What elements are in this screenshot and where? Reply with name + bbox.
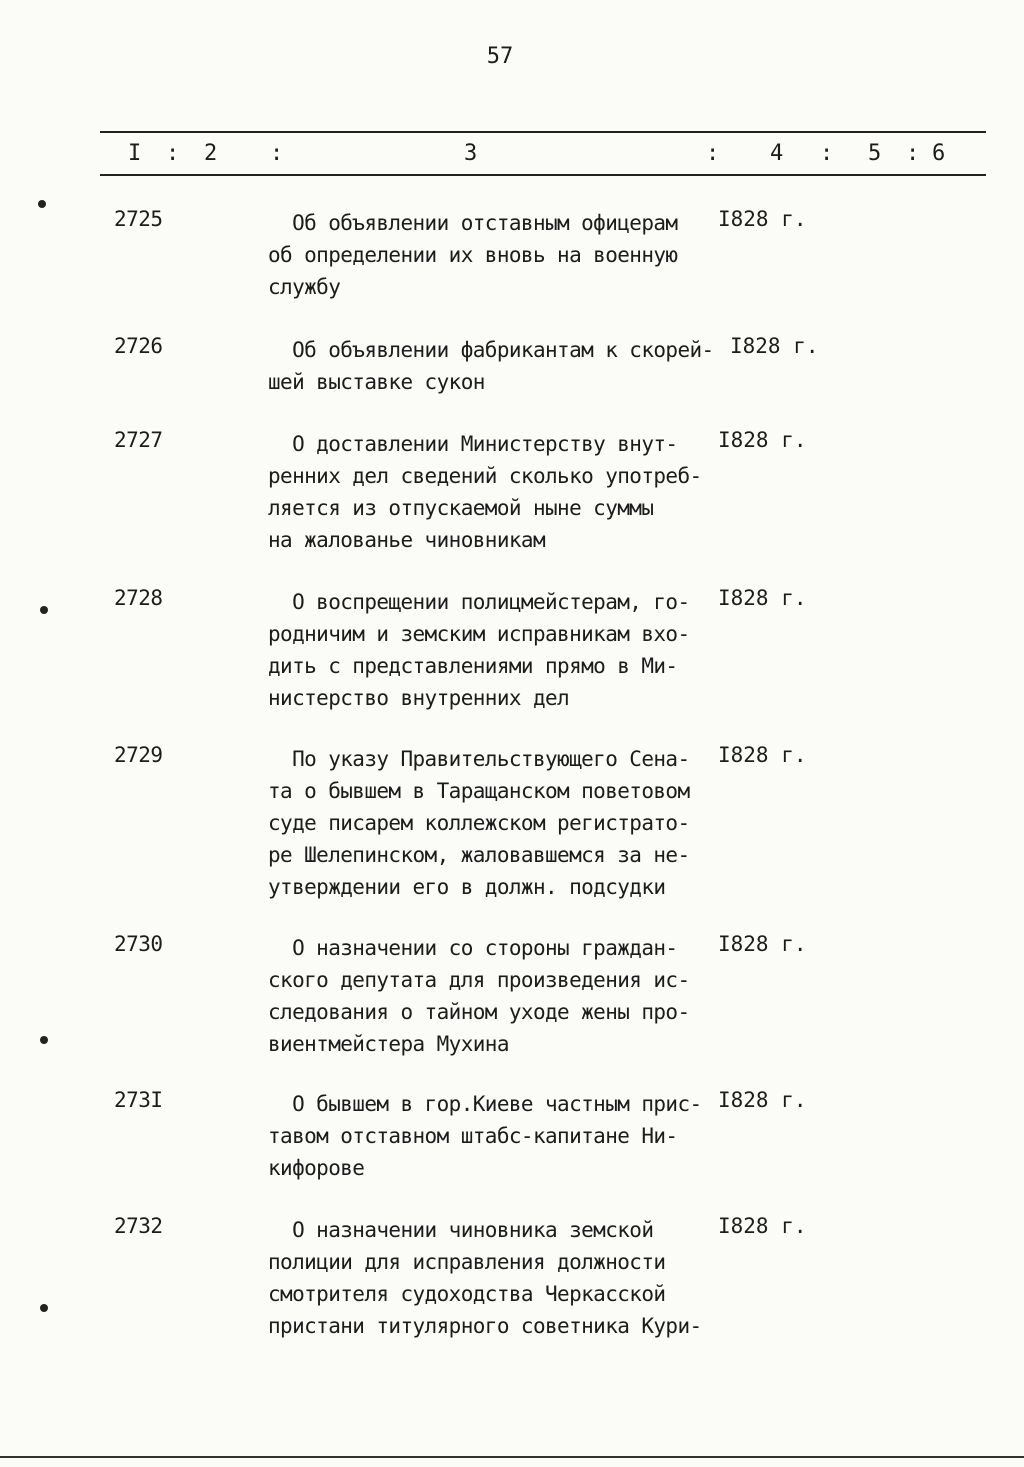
column-header-6: 6 <box>932 141 946 166</box>
column-separator: : <box>166 141 180 166</box>
binding-hole-mark <box>40 1036 48 1044</box>
binding-hole-mark <box>40 1304 48 1312</box>
entry-year: I828 г. <box>718 743 807 767</box>
entry-year: I828 г. <box>718 428 807 452</box>
column-header-4: 4 <box>770 141 784 166</box>
entry-year: I828 г. <box>718 207 807 231</box>
column-header-1: I <box>128 141 142 166</box>
page-number: 57 <box>486 44 514 69</box>
entry-year: I828 г. <box>718 586 807 610</box>
entry-title: Об объявлении фабрикантам к скорей- шей выставке сукон <box>268 338 714 394</box>
entry-number: 2727 <box>114 428 163 452</box>
column-header-3: 3 <box>464 141 478 166</box>
column-separator: : <box>706 141 720 166</box>
entry-number: 2726 <box>114 334 163 358</box>
entry-number: 2728 <box>114 586 163 610</box>
entry-title: О бывшем в гор.Киеве частным прис- тавом отставном штабс-капитане Ни- кифорове <box>268 1092 702 1180</box>
entry-number: 2725 <box>114 207 163 231</box>
entry-title: Об объявлении отставным офицерам об определении их вновь на военную службу <box>268 211 678 299</box>
entry-year: I828 г. <box>730 334 819 358</box>
page-bottom-line <box>0 1456 1024 1458</box>
column-separator: : <box>906 141 920 166</box>
column-header-5: 5 <box>868 141 882 166</box>
entry-year: I828 г. <box>718 1214 807 1238</box>
header-rule-bottom <box>100 174 986 176</box>
column-separator: : <box>270 141 284 166</box>
entry-number: 2732 <box>114 1214 163 1238</box>
column-separator: : <box>820 141 834 166</box>
entry-title: По указу Правительствующего Сена- та о бывшем в Таращанском поветовом суде писарем коллежском регистрато- ре Шелепинском, жаловавшемся за не- утверждении его в должн. подсудки <box>268 747 690 899</box>
entry-number: 2729 <box>114 743 163 767</box>
header-rule-top <box>100 131 986 133</box>
entry-title: О воспрещении полицмейстерам, го- родничим и земским исправникам вхо- дить с представлениями прямо в Ми- нистерство внутренних дел <box>268 590 690 710</box>
entry-year: I828 г. <box>718 932 807 956</box>
entry-number: 273I <box>114 1088 163 1112</box>
entry-number: 2730 <box>114 932 163 956</box>
binding-hole-mark <box>38 200 46 208</box>
entry-title: О назначении со стороны граждан- ского депутата для произведения ис- следования о тайном уходе жены про- виентмейстера Мухина <box>268 936 690 1056</box>
column-header-2: 2 <box>204 141 218 166</box>
binding-hole-mark <box>40 606 48 614</box>
entry-title: О назначении чиновника земской полиции для исправления должности смотрителя судоходства Черкасской пристани титулярного советника Кури- <box>268 1218 702 1338</box>
entry-title: О доставлении Министерству внут- ренних дел сведений сколько употреб- ляется из отпускаемой ныне суммы на жалованье чиновникам <box>268 432 702 552</box>
entry-year: I828 г. <box>718 1088 807 1112</box>
